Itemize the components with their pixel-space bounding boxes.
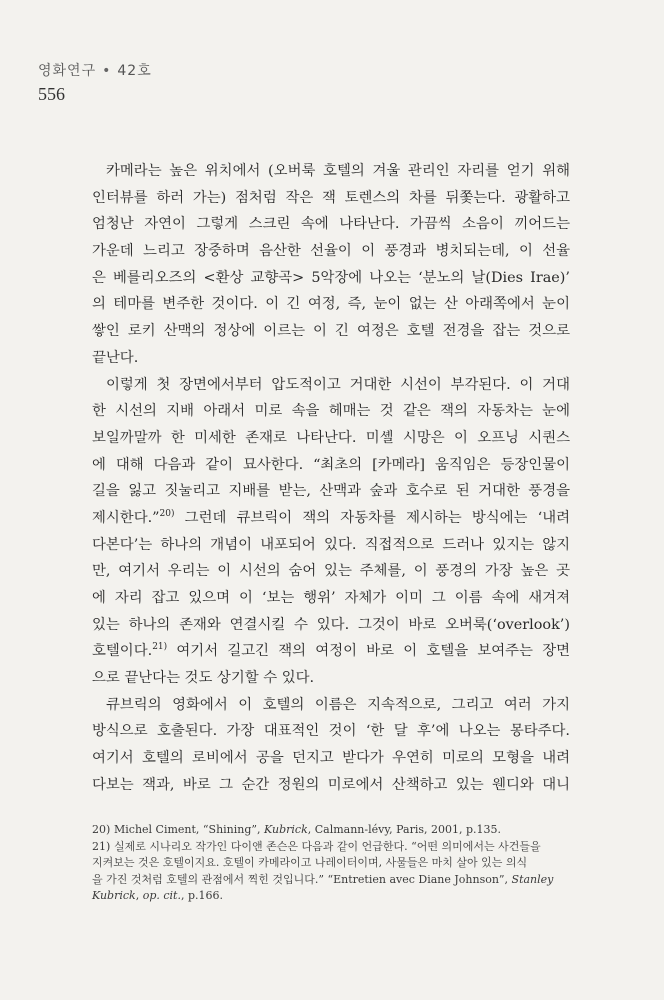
book-title: Stanley	[511, 872, 554, 886]
book-title: Kubrick	[92, 889, 136, 902]
running-header	[38, 60, 152, 105]
text-line-with-footnote	[92, 638, 570, 665]
issue-number: 42호	[117, 63, 152, 79]
footnote-text: , p.166.	[180, 889, 224, 902]
text-line: 엄청난 자연이 그렇게 스크린 속에 나타난다. 가끔씩 소음이 끼어드는	[92, 216, 570, 233]
text-line: 인터뷰를 하러 가는) 점처럼 작은 잭 토렌스의 차를 뒤쫓는다. 광활하고	[92, 189, 570, 206]
text-line: 이렇게 첫 장면에서부터 압도적이고 거대한 시선이 부각된다. 이 거대	[106, 376, 570, 393]
text-line: 방식으로 호출된다. 가장 대표적인 것이 ‘한 달 후’에 나오는 몽타주다.	[92, 723, 570, 740]
text-line: 보일까말까 한 미세한 존재로 나타난다. 미셸 시망은 이 오프닝 시퀀스	[92, 429, 570, 446]
text-line: 에 대해 다음과 같이 묘사한다. “최초의 [카메라] 움직임은 등장인물이	[92, 456, 570, 473]
footnote-21-line: 지켜보는 것은 호텔이지요. 호텔이 카메라이고 나레이터이며, 사물들은 마치 살아 있는 의식	[92, 856, 528, 869]
text-line: 으로 끝난다는 것도 상기할 수 있다.	[92, 670, 315, 687]
book-title: Kubrick	[264, 823, 308, 836]
text-line: 의 테마를 변주한 것이다. 이 긴 여정, 즉, 눈이 없는 산 아래쪽에서 눈이	[92, 296, 570, 313]
footnote-ref-21[interactable]: 21)	[152, 642, 168, 653]
footnote-text: 을 가진 것처럼 호텔의 관점에서 찍힌 것입니다.” “Entretien avec Diane Johnson”,	[92, 872, 512, 886]
text-line: 큐브릭의 영화에서 이 호텔의 이름은 지속적으로, 그리고 여러 가지	[106, 696, 570, 713]
text-line: 여기서 호텔의 로비에서 공을 던지고 받다가 우연히 미로의 모형을 내려	[92, 750, 570, 767]
separator-dot: •	[102, 63, 112, 79]
text-line: 만, 여기서 우리는 이 시선의 숨어 있는 주체를, 이 풍경의 가장 높은 곳	[92, 563, 570, 580]
journal-name: 영화연구	[38, 63, 97, 79]
footnote-text: ,	[135, 889, 143, 902]
text-line: 길을 잃고 짓눌리고 지배를 받는, 산맥과 숲과 호수로 된 거대한 풍경을	[92, 483, 570, 500]
text-line: 쌓인 로키 산맥의 정상에 이르는 이 긴 여정은 호텔 전경을 잡는 것으로	[92, 323, 570, 340]
text-span: 호텔이다.	[92, 643, 153, 660]
footnote-number: 20)	[92, 823, 111, 836]
footnote-text: Michel Ciment, “Shining”,	[114, 823, 265, 836]
text-line: 에 자리 잡고 있으며 이 ‘보는 행위’ 자체가 이미 그 이름 속에 새겨져	[92, 590, 570, 606]
body-text	[92, 158, 570, 799]
text-line: 다보는 잭과, 바로 그 순간 정원의 미로에서 산책하고 있는 웬디와 대니	[92, 776, 570, 793]
footnotes	[92, 822, 570, 905]
footnote-21-line	[92, 872, 570, 889]
text-span: 그런데 큐브릭이 잭의 자동차를 제시하는 방식에는 ‘내려	[174, 509, 570, 526]
page-number: 556	[38, 84, 65, 104]
text-line: 다본다’는 하나의 개념이 내포되어 있다. 직접적으로 드러나 있지는 않지	[92, 536, 570, 553]
footnote-text: , Calmann-lévy, Paris, 2001, p.135.	[307, 823, 501, 836]
text-span: 여기서 길고긴 잭의 여정이 바로 이 호텔을 보여주는 장면	[167, 643, 570, 660]
footnote-21-line	[92, 888, 570, 905]
journal-title	[38, 60, 152, 80]
text-span: 제시한다.”	[92, 509, 160, 526]
footnote-text: 실제로 시나리오 작가인 다이앤 존슨은 다음과 같이 언급한다. “어떤 의미에서는 사건들을	[114, 839, 541, 853]
text-line: 끝난다.	[92, 349, 139, 366]
footnote-ref-20[interactable]: 20)	[159, 509, 175, 520]
footnote-number: 21)	[92, 839, 111, 853]
text-line-with-footnote	[92, 505, 570, 532]
text-line: 한 시선의 지배 아래서 미로 속을 헤매는 것 같은 잭의 자동차는 눈에	[92, 403, 570, 420]
text-line: 은 베를리오즈의 <환상 교향곡> 5악장에 나오는 ‘분노의 날(Dies Irae)’	[92, 269, 570, 286]
footnote-21	[92, 839, 570, 856]
text-line: 카메라는 높은 위치에서 (오버룩 호텔의 겨울 관리인 자리를 얻기 위해	[106, 163, 570, 179]
citation-abbrev: op. cit.	[142, 889, 181, 902]
text-line: 있는 하나의 존재와 연결시킬 수 있다. 그것이 바로 오버룩(‘overlook’)	[92, 616, 570, 633]
footnote-20	[92, 822, 570, 839]
text-line: 가운데 느리고 장중하며 음산한 선율이 이 풍경과 병치되는데, 이 선율	[92, 243, 570, 260]
